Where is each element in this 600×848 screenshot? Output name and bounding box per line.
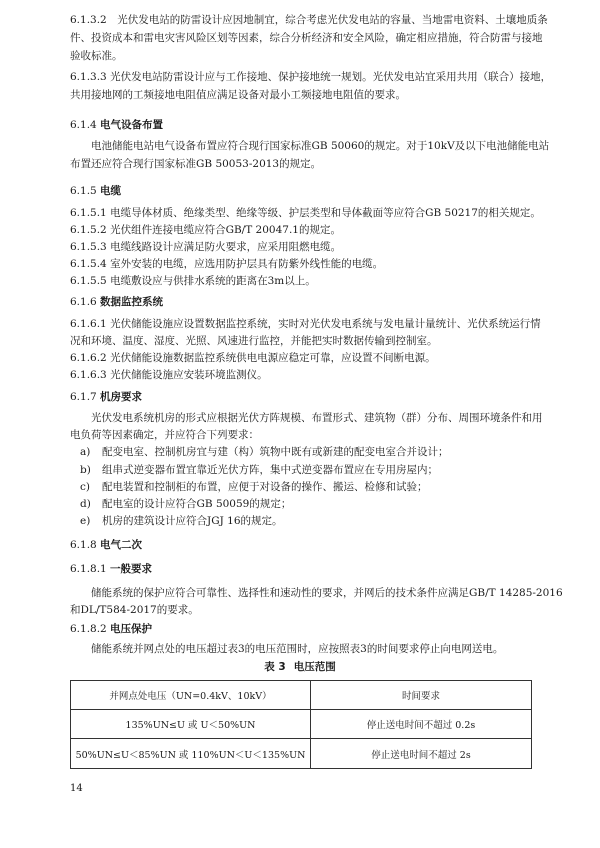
section-heading-6-1-5 [70, 185, 121, 198]
table-header-cell: 时间要求 [311, 681, 532, 710]
table-row [71, 710, 532, 739]
paragraph-line: 储能系统并网点处的电压超过表3的电压范围时，应按照表3的时间要求停止向电网送电。 [91, 643, 504, 655]
section-title: 数据监控系统 [100, 296, 163, 308]
paragraph-line: 件、投资成本和雷电灾害风险区划等因素，综合分析经济和安全风险，确定相应措施，符合防雷与接地 [70, 32, 543, 44]
section-title: 一般要求 [110, 563, 152, 575]
section-number: 6.1.6 [70, 296, 97, 308]
page-number: 14 [70, 783, 83, 794]
paragraph-line: 6.1.3.3 光伏发电站防雷设计应与工作接地、保护接地统一规划。光伏发电站宜采用共用（联合）接地， [70, 71, 552, 83]
list-text: 组串式逆变器布置宜靠近光伏方阵，集中式逆变器布置应在专用房屋内； [102, 464, 438, 476]
table-row [71, 739, 532, 769]
section-heading-6-1-8 [70, 539, 142, 552]
section-title: 电气设备布置 [100, 119, 163, 131]
list-text: 配电室的设计应符合GB 50059的规定； [102, 498, 292, 510]
list-item [80, 464, 438, 477]
list-text: 机房的建筑设计应符合JGJ 16的规定。 [102, 515, 283, 527]
paragraph-line: 6.1.3.2 光伏发电站的防雷设计应因地制宜，综合考虑光伏发电站的容量、当地雷电资料、土壤地质条 [70, 14, 548, 26]
table-cell: 50%UN≤U＜85%UN 或 110%UN＜U＜135%UN [71, 739, 311, 769]
list-item: 6.1.5.3 电缆线路设计应满足防火要求，应采用阻燃电缆。 [70, 241, 342, 253]
section-heading-6-1-4 [70, 119, 163, 132]
section-heading-6-1-8-1 [70, 563, 152, 576]
section-title: 电缆 [100, 185, 121, 197]
section-title: 电气二次 [100, 539, 142, 551]
section-title: 机房要求 [100, 391, 142, 403]
paragraph-line: 电池储能电站电气设备布置应符合现行国家标准GB 50060的规定。对于10kV及以下电池储能电站 [91, 140, 550, 152]
section-title: 电压保护 [110, 623, 152, 635]
list-item: 6.1.5.2 光伏组件连接电缆应符合GB/T 20047.1的规定。 [70, 224, 341, 236]
list-item: 6.1.6.1 光伏储能设施应设置数据监控系统，实时对光伏发电系统与发电量计量统计、光伏系统运行情 [70, 318, 541, 330]
list-text: 配变电室、控制机房宜与建（构）筑物中既有或新建的配变电室合并设计； [102, 446, 449, 458]
table-caption [0, 661, 600, 674]
voltage-range-table [70, 680, 532, 769]
list-item: 况和环境、温度、湿度、光照、风速进行监控，并能把实时数据传输到控制室。 [70, 335, 438, 347]
list-label: a) [80, 446, 91, 458]
table-cell: 停止送电时间不超过 0.2s [311, 710, 532, 739]
list-label: c) [80, 481, 90, 493]
list-item [80, 481, 428, 494]
list-label: d) [80, 498, 91, 510]
list-item: 6.1.5.5 电缆敷设应与供排水系统的距离在3m以上。 [70, 275, 316, 287]
paragraph-line: 电负荷等因素确定，并应符合下列要求： [70, 429, 259, 441]
table-header-row [71, 681, 532, 710]
paragraph-line: 光伏发电系统机房的形式应根据光伏方阵规模、布置形式、建筑物（群）分布、周围环境条件和用 [91, 412, 543, 424]
list-label: e) [80, 515, 91, 527]
list-item: 6.1.6.3 光伏储能设施应安装环境监测仪。 [70, 369, 268, 381]
list-item: 6.1.5.1 电缆导体材质、绝缘类型、绝缘等级、护层类型和导体截面等应符合GB 50217的相关规定。 [70, 207, 541, 219]
table-cell: 135%UN≤U 或 U＜50%UN [71, 710, 311, 739]
section-number: 6.1.5 [70, 185, 97, 197]
table-header-cell: 并网点处电压（UN=0.4kV、10kV） [71, 681, 311, 710]
paragraph-line: 验收标准。 [70, 50, 123, 62]
table-caption-title: 电压范围 [293, 661, 336, 673]
list-text: 配电装置和控制柜的布置，应便于对设备的操作、搬运、检修和试验； [102, 481, 428, 493]
section-number: 6.1.8.2 [70, 623, 107, 635]
table-caption-label: 表 3 [264, 661, 286, 673]
table-cell: 停止送电时间不超过 2s [311, 739, 532, 769]
paragraph-line: 储能系统的保护应符合可靠性、选择性和速动性的要求，并网后的技术条件应满足GB/T 14285-2016 [91, 587, 563, 599]
list-label: b) [80, 464, 91, 476]
list-item [80, 515, 283, 528]
list-item [80, 446, 449, 459]
section-heading-6-1-8-2 [70, 623, 152, 636]
section-heading-6-1-6 [70, 296, 163, 309]
section-number: 6.1.8.1 [70, 563, 107, 575]
list-item: 6.1.6.2 光伏储能设施数据监控系统供电电源应稳定可靠，应设置不间断电源。 [70, 352, 436, 364]
paragraph-line: 和DL/T584-2017的要求。 [70, 604, 199, 616]
list-item [80, 498, 291, 511]
paragraph-line: 布置还应符合现行国家标准GB 50053-2013的规定。 [70, 158, 322, 170]
list-item: 6.1.5.4 室外安装的电缆，应选用防护层具有防紫外线性能的电缆。 [70, 258, 384, 270]
paragraph-line: 共用接地网的工频接地电阻值应满足设备对最小工频接地电阻值的要求。 [70, 89, 406, 101]
section-number: 6.1.4 [70, 119, 97, 131]
section-number: 6.1.8 [70, 539, 97, 551]
section-heading-6-1-7 [70, 391, 142, 404]
section-number: 6.1.7 [70, 391, 97, 403]
